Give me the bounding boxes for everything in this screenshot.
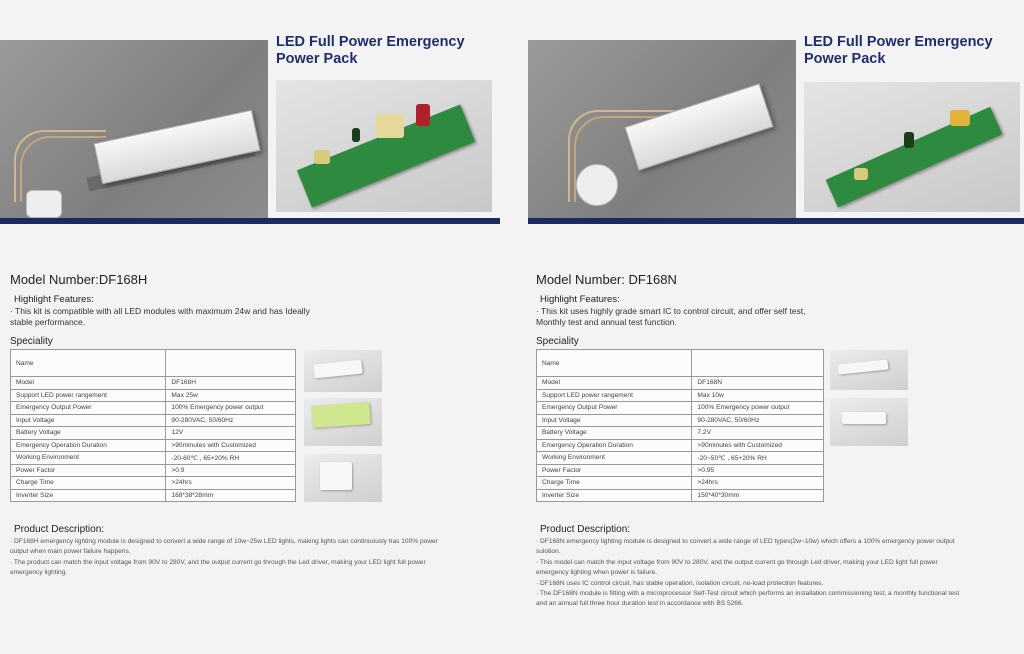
table-row — [11, 489, 296, 502]
description-list — [536, 537, 966, 610]
battery-photo — [830, 398, 908, 446]
table-row — [11, 389, 296, 402]
spec-value — [692, 350, 824, 377]
description-title: Product Description: — [14, 524, 105, 535]
spec-value: 150*40*30mm — [692, 489, 824, 502]
spec-value — [166, 350, 296, 377]
battery-pack — [313, 360, 362, 379]
table-row — [11, 350, 296, 377]
inductor — [854, 168, 868, 180]
list-item: · This model can match the input voltage from 90V to 280V, and the output current go through Led driver, making your LED light full power emergency lighting when power is failure. — [536, 558, 966, 579]
list-item: · DF168N uses IC control circuit, has stable operation, isolation circuit, no-load protection features. — [536, 579, 966, 589]
spec-value: >0.9 — [166, 464, 296, 477]
transformer — [376, 114, 404, 138]
title-line-2: Power Pack — [804, 51, 886, 67]
inverter-box — [624, 83, 773, 171]
spec-label: Emergency Operation Duration — [11, 439, 166, 452]
spec-label: Input Voltage — [11, 414, 166, 427]
spec-value: >0.95 — [692, 464, 824, 477]
table-row — [537, 464, 824, 477]
product-photo — [528, 40, 796, 218]
spec-label: Support LED power rangement — [11, 389, 166, 402]
battery-pack — [311, 402, 370, 428]
table-row — [11, 464, 296, 477]
table-row — [537, 439, 824, 452]
spec-value: Max 10w — [692, 389, 824, 402]
spec-table — [536, 349, 824, 502]
title-line-1: LED Full Power Emergency — [276, 34, 465, 50]
indicator-disc — [576, 164, 618, 206]
battery-photo — [304, 398, 382, 446]
inductor — [314, 150, 330, 164]
spec-value: 168*38*28mm — [166, 489, 296, 502]
table-row — [537, 402, 824, 415]
spec-value: 100% Emergency power output — [166, 402, 296, 415]
model-number: Model Number:DF168H — [10, 272, 148, 287]
relay — [950, 110, 970, 126]
table-row — [11, 477, 296, 490]
spec-value: DF168H — [166, 377, 296, 390]
spec-label: Model — [11, 377, 166, 390]
header-rule — [0, 218, 500, 224]
table-row — [11, 452, 296, 465]
spec-label: Emergency Output Power — [537, 402, 692, 415]
spec-label: Power Factor — [537, 464, 692, 477]
table-row — [537, 377, 824, 390]
spec-label: Inverter Size — [11, 489, 166, 502]
table-row — [11, 377, 296, 390]
table-row — [537, 414, 824, 427]
spec-label: Power Factor — [11, 464, 166, 477]
spec-label: Input Voltage — [537, 414, 692, 427]
spec-value: >24hrs — [692, 477, 824, 490]
battery-pack — [838, 359, 889, 374]
list-item: · The DF168N module is fitting with a microprocessor Self-Test circuit which performs an installation commissioning test, a monthly functional test and an annual full three hour duration test in accordance with BS 5266. — [536, 589, 966, 610]
catalog-page-df168n — [528, 0, 1024, 654]
battery-photo — [304, 454, 382, 502]
spec-label: Charge Time — [11, 477, 166, 490]
table-row — [537, 350, 824, 377]
capacitor — [904, 132, 914, 148]
list-item: · DF168N emergency lighting module is designed to convert a wide range of LED types(2w~10w) which offers a 100% emergency power output sulotion. — [536, 537, 966, 558]
table-row — [11, 427, 296, 440]
relay — [416, 104, 430, 126]
model-number: Model Number: DF168N — [536, 272, 677, 287]
battery-photo — [304, 350, 382, 392]
spec-value: >90minutes with Customized — [692, 439, 824, 452]
catalog-page-df168h — [0, 0, 500, 654]
description-list — [10, 537, 440, 579]
table-row — [537, 427, 824, 440]
spec-value: -20~50℃ , 65+20% RH — [692, 452, 824, 465]
highlight-title: Highlight Features: — [540, 294, 620, 305]
spec-value: 90-280VAC, 50/60Hz — [692, 414, 824, 427]
spec-label: Working Environment — [537, 452, 692, 465]
spec-value: 90-280VAC, 50/60Hz — [166, 414, 296, 427]
table-row — [537, 389, 824, 402]
title-line-2: Power Pack — [276, 51, 358, 67]
product-photo — [0, 40, 268, 218]
spec-value: Max 25w — [166, 389, 296, 402]
page-title — [804, 34, 993, 68]
spec-table — [10, 349, 296, 502]
spec-value: DF168N — [692, 377, 824, 390]
description-title: Product Description: — [540, 524, 631, 535]
spec-label: Charge Time — [537, 477, 692, 490]
table-row — [11, 402, 296, 415]
pcb-photo — [804, 82, 1020, 212]
battery-pack — [320, 462, 352, 490]
title-line-1: LED Full Power Emergency — [804, 34, 993, 50]
battery-pack — [842, 412, 886, 424]
list-item: · The product can match the input voltage from 90V to 280V, and the output current go through the Led driver, making your LED light full power emergency lighting. — [10, 558, 440, 579]
list-item: · DF168H emergency lighting module is designed to convert a wide range of 10w~25w LED lights, making lights can continuously has 100% power output when main power failure happens. — [10, 537, 440, 558]
table-row — [537, 489, 824, 502]
speciality-title: Speciality — [10, 336, 53, 347]
spec-value: -20-60℃ , 65+20% RH — [166, 452, 296, 465]
highlight-text: · This kit is compatible with all LED modules with maximum 24w and has Ideally stable performance. — [10, 306, 310, 327]
spec-value: >90minutes with Customized — [166, 439, 296, 452]
spec-label: Battery Voltage — [537, 427, 692, 440]
spec-value: 7.2V — [692, 427, 824, 440]
spec-label: Name — [11, 350, 166, 377]
spec-label: Support LED power rangement — [537, 389, 692, 402]
spec-value: 12V — [166, 427, 296, 440]
spec-value: 100% Emergency power output — [692, 402, 824, 415]
pcb-photo — [276, 80, 492, 212]
circuit-board — [826, 107, 1003, 208]
table-row — [11, 414, 296, 427]
spec-label: Inverter Size — [537, 489, 692, 502]
header-rule — [528, 218, 1024, 224]
highlight-text: · This kit uses highly grade smart IC to control circuit, and offer self test, Monthly test and annual test function. — [536, 306, 806, 327]
page-title — [276, 34, 465, 68]
spec-label: Battery Voltage — [11, 427, 166, 440]
highlight-title: Highlight Features: — [14, 294, 94, 305]
spec-label: Working Environment — [11, 452, 166, 465]
spec-label: Name — [537, 350, 692, 377]
spec-label: Emergency Operation Duration — [537, 439, 692, 452]
inverter-box — [93, 110, 260, 185]
capacitor — [352, 128, 360, 142]
spec-label: Emergency Output Power — [11, 402, 166, 415]
table-row — [537, 452, 824, 465]
indicator-plate — [26, 190, 62, 218]
spec-value: >24hrs — [166, 477, 296, 490]
battery-photo — [830, 350, 908, 390]
table-row — [11, 439, 296, 452]
table-row — [537, 477, 824, 490]
speciality-title: Speciality — [536, 336, 579, 347]
spec-label: Model — [537, 377, 692, 390]
